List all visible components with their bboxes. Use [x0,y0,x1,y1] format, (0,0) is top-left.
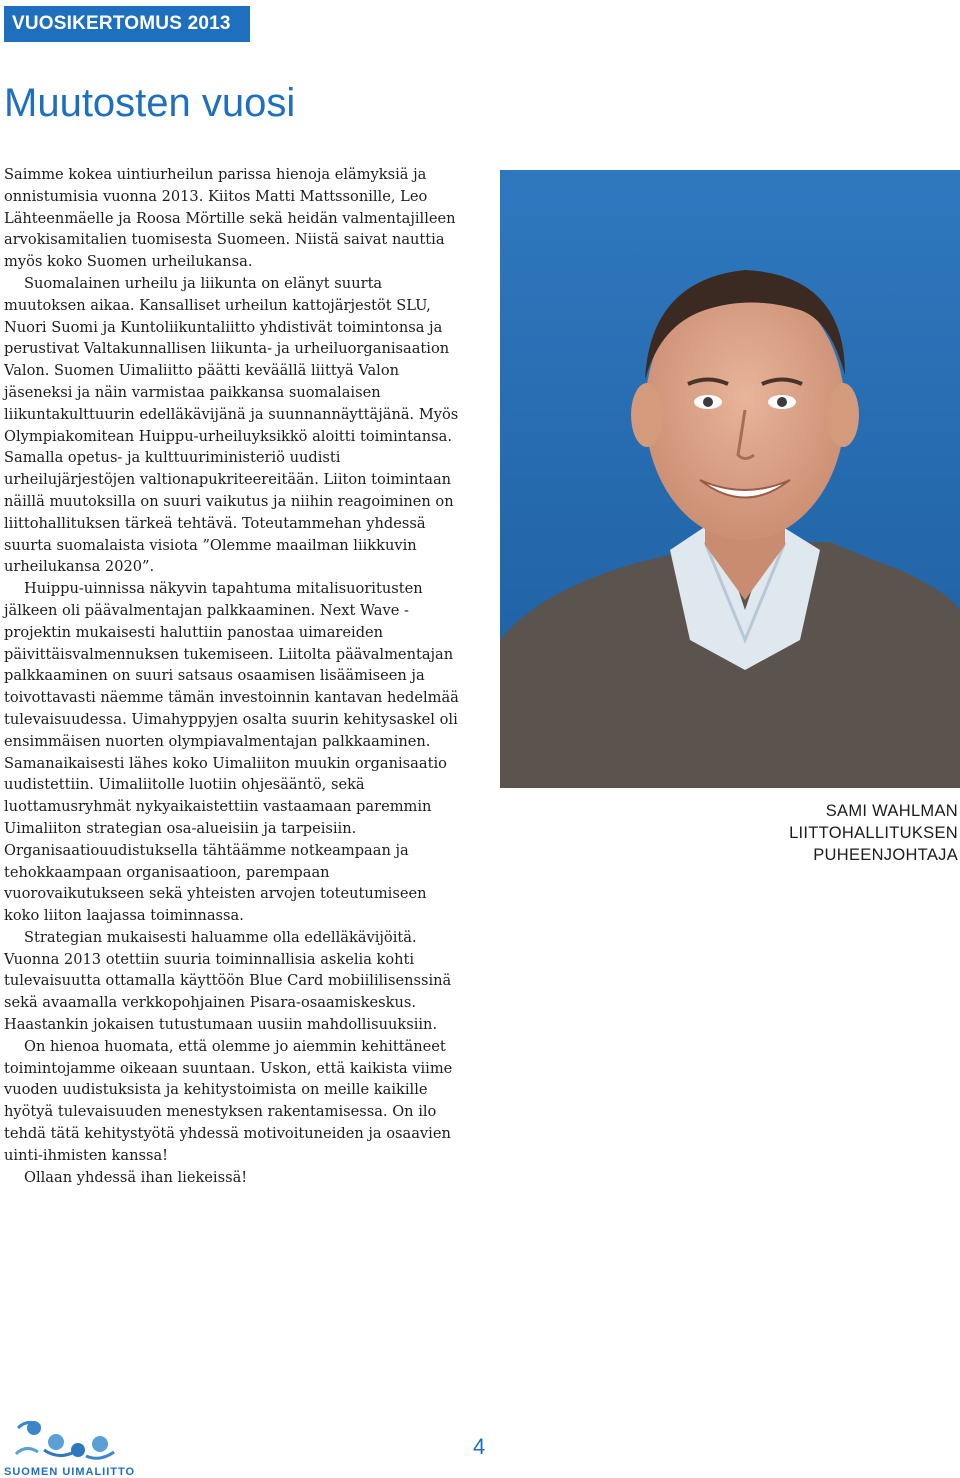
article-body [4,164,464,1188]
paragraph: Ollaan yhdessä ihan liekeissä! [24,1168,248,1186]
page-title: Muutosten vuosi [4,81,296,125]
paragraph: Huippu-uinnissa näkyvin tapahtuma mitalisuoritusten jälkeen oli päävalmentajan palkkaaminen. Next Wave -projektin mukaisesti haluttiin panostaa uimareiden päivittäisvalmennuksen tukemiseen. Liitolta päävalmentajan palkkaaminen on suuri satsaus osaamisen lisäämiseen ja toivottavasti näemme tämän investoinnin kantavan hedelmää tulevaisuudessa. Uimahyppyjen osalta suurin kehitysaskel oli ensimmäisen nuorten olympiavalmentajan palkkaaminen. Samanaikaisesti lähes koko Uimaliiton muukin organisaatio uudistettiin. Uimaliitolle luotiin ohjesääntö, sekä luottamusryhmät nykyaikaistettiin vastaamaan paremmin Uimaliiton strategian osa-alueisiin ja tarpeisiin. Organisaatiouudistuksella tähtäämme notkeampaan ja tehokkaampaan organisaatioon, parempaan vuorovaikutukseen sekä yhteisten arvojen toteutumiseen koko liiton laajassa toiminnassa. [4,580,459,925]
report-tag: VUOSIKERTOMUS 2013 [4,6,250,42]
paragraph: On hienoa huomata, että olemme jo aiemmin kehittäneet toimintojamme oikeaan suuntaan. Uskon, että kaikista viime vuoden uudistuksista ja kehitystoimista on meille kaikille hyötyä tulevaisuuden menestyksen rakentamisessa. On ilo tehdä tätä kehitystyötä yhdessä motivoituneiden ja osaavien uinti-ihmisten kanssa! [4,1037,453,1164]
paragraph: Strategian mukaisesti haluamme olla edelläkävijöitä. Vuonna 2013 otettiin suuria toiminnallisia askelia kohti tulevaisuutta ottamalla käyttöön Blue Card mobiililisenssinä sekä avaamalla verkkopohjainen Pisara-osaamiskeskus. Haastankin jokaisen tutustumaan uusiin mahdollisuuksiin. [4,928,452,1034]
paragraph: Saimme kokea uintiurheilun parissa hienoja elämyksiä ja onnistumisia vuonna 2013. Kiitos Matti Mattssonille, Leo Lähteenmäelle ja Roosa Mörtille sekä heidän valmentajilleen arvokisamitalien tuomisesta Suomeen. Niistä saivat nauttia myös koko Suomen urheilukansa. [4,166,456,271]
caption-name: SAMI WAHLMAN [825,802,958,820]
caption-role: PUHEENJOHTAJA [813,846,958,864]
photo-caption [698,800,958,866]
page-number: 4 [473,1434,486,1459]
paragraph: Suomalainen urheilu ja liikunta on elänyt suurta muutoksen aikaa. Kansalliset urheilun kattojärjestöt SLU, Nuori Suomi ja Kuntoliikuntaliitto yhdistivät toimintonsa ja perustivat Valtakunnallisen liikunta- ja urheiluorganisaation Valon. Suomen Uimaliitto päätti keväällä liittyä Valon jäseneksi ja näin varmistaa paikkansa suomalaisen liikuntakulttuurin edelläkävijänä ja suunnannäyttäjänä. Myös Olympiakomitean Huippu-urheiluyksikkö aloitti toimintansa. Samalla opetus- ja kulttuuriministeriö uudisti urheilujärjestöjen valtionapukriteereitään. Liiton toimintaan näillä muutoksilla on suuri vaikutus ja niihin reagoiminen on liittohallituksen tärkeä tehtävä. Toteutammehan yhdessä suurta suomalaista visiota ”Olemme maailman liikkuvin urheilukansa 2020”. [4,274,459,576]
portrait-photo [500,170,960,788]
caption-role: LIITTOHALLITUKSEN [789,824,958,842]
logo-wordmark: SUOMEN UIMALIITTO [4,1466,136,1478]
